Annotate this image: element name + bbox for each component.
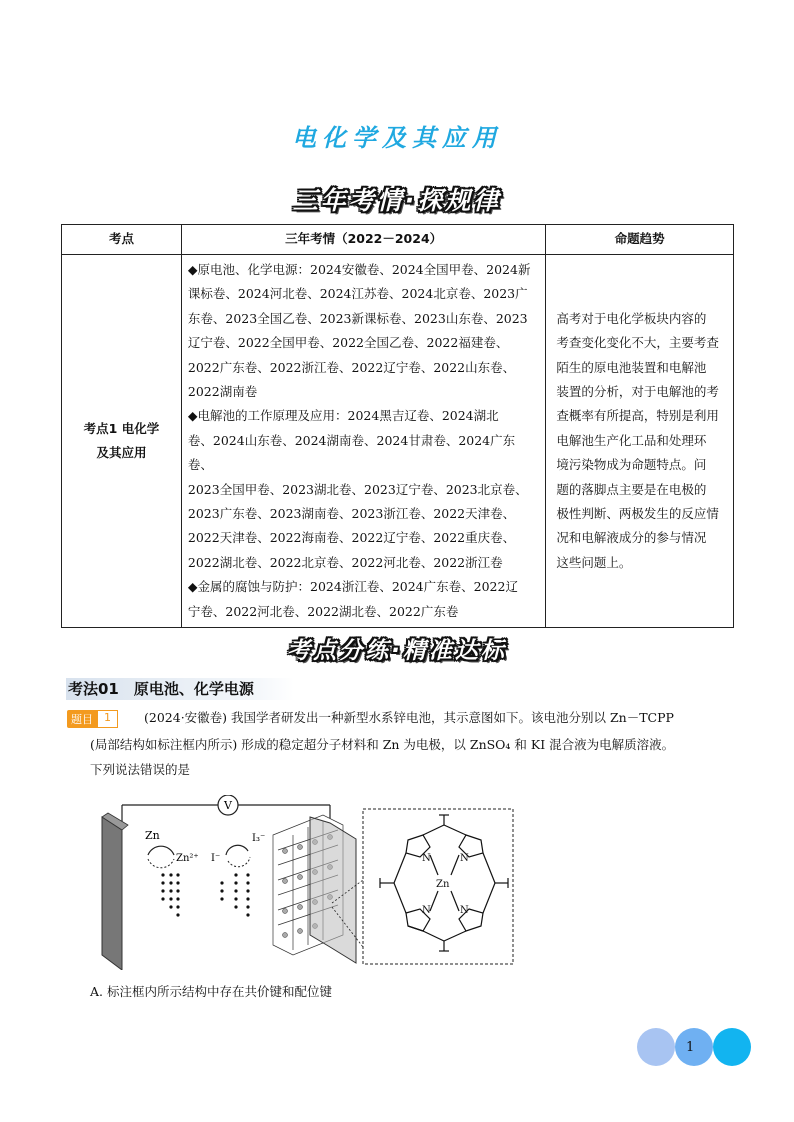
kaoqing-line: ◆电解池的工作原理及应用：2024黑吉辽卷、2024湖北 bbox=[187, 408, 499, 424]
question-line-1: (2024·安徽卷) 我国学者研发出一种新型水系锌电池，其示意图如下。该电池分别以 Zn－TCPP bbox=[144, 710, 674, 725]
cell-kaodian bbox=[62, 255, 182, 628]
cell-kaoqing bbox=[181, 255, 545, 628]
kaoqing-line: 卷、2024山东卷、2024湖南卷、2024甘肃卷、2024广东卷、 bbox=[187, 432, 516, 473]
qushi-line: 陌生的原电池装置和电解池 bbox=[556, 359, 707, 375]
zn2-label: Zn²⁺ bbox=[176, 853, 199, 864]
kaodian-line: 考点1 电化学 bbox=[83, 421, 160, 437]
ion-dots-middle bbox=[220, 873, 249, 916]
question-tag bbox=[67, 710, 118, 728]
ion-dots-left bbox=[161, 873, 179, 916]
kaoqing-line: ◆原电池、化学电源：2024安徽卷、2024全国甲卷、2024新 bbox=[187, 262, 531, 277]
kaoqing-line: 2023全国甲卷、2023湖北卷、2023辽宁卷、2023北京卷、 bbox=[187, 481, 528, 497]
banner-three-year: 三年考情·探规律 bbox=[292, 186, 502, 215]
banner-practice: 考点分练·精准达标 bbox=[287, 638, 507, 664]
qushi-line: 高考对于电化学板块内容的 bbox=[556, 310, 707, 326]
option-a: A. 标注框内所示结构中存在共价键和配位键 bbox=[90, 984, 332, 999]
battery-svg bbox=[98, 795, 518, 970]
question-line-3: 下列说法错误的是 bbox=[90, 762, 191, 777]
triiodide-label: I₃⁻ bbox=[252, 833, 266, 844]
exam-table bbox=[61, 224, 734, 628]
page-number: 1 bbox=[686, 1040, 695, 1055]
kaoqing-line: 2022湖南卷 bbox=[187, 384, 258, 400]
n-label-2: N bbox=[460, 853, 469, 864]
qushi-line: 这些问题上。 bbox=[556, 554, 632, 570]
kaoqing-line: 2022广东卷、2022浙江卷、2022辽宁卷、2022山东卷、 bbox=[187, 359, 516, 375]
cell-qushi bbox=[546, 255, 734, 628]
kaoqing-line: 辽宁卷、2022全国甲卷、2022全国乙卷、2022福建卷、 bbox=[187, 335, 509, 351]
page-title: 电化学及其应用 bbox=[292, 124, 502, 152]
kaoqing-line: 2022天津卷、2022海南卷、2022辽宁卷、2022重庆卷、 bbox=[187, 530, 516, 546]
kaoqing-line: 2022湖北卷、2022北京卷、2022河北卷、2022浙江卷 bbox=[187, 554, 503, 570]
kaodian-line: 及其应用 bbox=[96, 445, 147, 461]
kaoqing-line: 课标卷、2024河北卷、2024江苏卷、2024北京卷、2023广 bbox=[187, 286, 528, 302]
qushi-line: 装置的分析，对于电解池的考 bbox=[556, 384, 719, 400]
n-label-3: N bbox=[422, 905, 431, 916]
kaoqing-line: 宁卷、2022河北卷、2022湖北卷、2022广东卷 bbox=[187, 603, 459, 619]
question-line-2: (局部结构如标注框内所示) 形成的稳定超分子材料和 Zn 为电极，以 ZnSO₄ 和 KI 混合液为电解质溶液。 bbox=[90, 737, 675, 752]
voltmeter-label: V bbox=[224, 799, 232, 812]
qushi-line: 境污染物成为命题特点。问 bbox=[556, 457, 707, 473]
zn-label: Zn bbox=[145, 829, 160, 842]
kaoqing-line: 东卷、2023全国乙卷、2023新课标卷、2023山东卷、2023 bbox=[187, 310, 528, 326]
qushi-line: 题的落脚点主要是在电极的 bbox=[556, 481, 707, 497]
table-row bbox=[62, 255, 734, 628]
section-heading: 考法01 原电池、化学电源 bbox=[66, 678, 294, 700]
n-label-1: N bbox=[422, 853, 431, 864]
iodide-label: I⁻ bbox=[211, 853, 221, 864]
header-kaoqing: 三年考情（2022－2024） bbox=[181, 225, 545, 255]
header-kaodian: 考点 bbox=[62, 225, 182, 255]
n-label-4: N bbox=[460, 905, 469, 916]
question-tag-number: 1 bbox=[97, 710, 118, 728]
qushi-line: 查概率有所提高，特别是利用 bbox=[556, 408, 719, 424]
table-header-row bbox=[62, 225, 734, 255]
header-qushi: 命题趋势 bbox=[546, 225, 734, 255]
center-zn-label: Zn bbox=[436, 879, 450, 890]
battery-diagram bbox=[98, 795, 518, 974]
qushi-line: 考查变化变化不大，主要考查 bbox=[556, 335, 719, 351]
question-tag-label: 题目 bbox=[67, 710, 97, 728]
kaoqing-line: 2023广东卷、2023湖南卷、2023浙江卷、2022天津卷、 bbox=[187, 506, 516, 522]
kaoqing-line: ◆金属的腐蚀与防护：2024浙江卷、2024广东卷、2022辽 bbox=[187, 579, 518, 595]
qushi-line: 极性判断、两极发生的反应情 bbox=[556, 506, 719, 522]
qushi-line: 电解池生产化工品和处理环 bbox=[556, 432, 707, 448]
qushi-line: 况和电解液成分的参与情况 bbox=[556, 530, 707, 546]
